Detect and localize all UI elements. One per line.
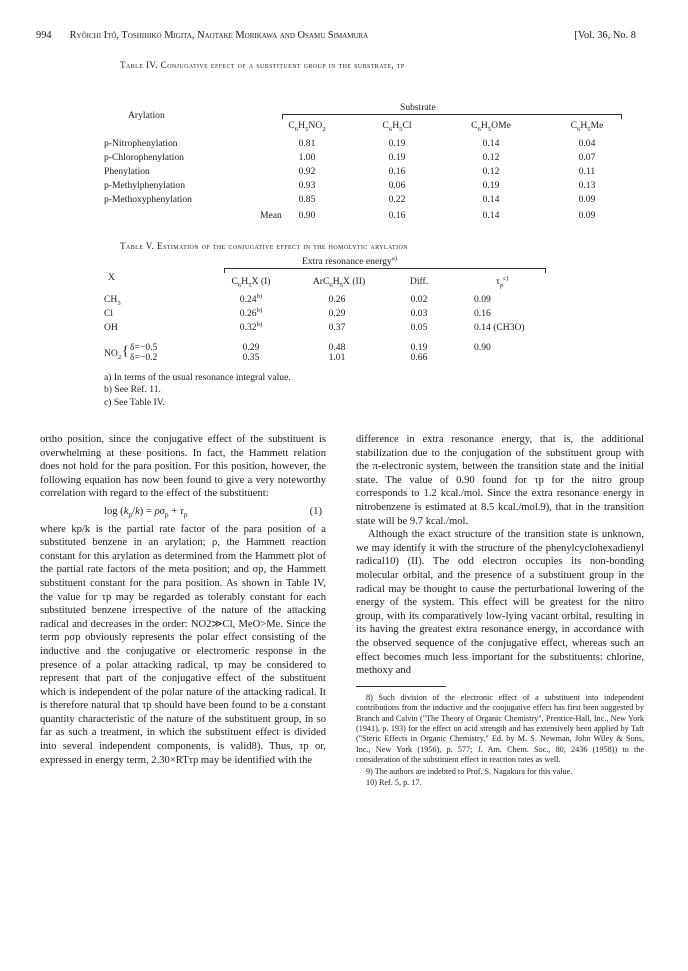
- table4-row-label: Phenylation: [104, 166, 150, 177]
- table4-cell: 0.19: [388, 138, 406, 149]
- table5-cell: 0.26$^{b)}$: [239, 306, 263, 319]
- table5-column-headers: [104, 276, 632, 288]
- table4-cell: 0.12: [482, 152, 500, 163]
- table5-col-tau: $\tau_p^{c)}$: [496, 274, 509, 289]
- table4-cell: 0.07: [578, 152, 596, 163]
- left-paragraph-1: ortho position, since the conjugative effect of the substituent is overwhelming at these positions. In fact, the Hammett relation does not hold for the para position. For this position, however, the following equation has now been found to give a very noteworthy correlation with regard to the effect of the substituent:: [40, 434, 326, 500]
- left-paragraph-2: where kp/k is the partial rate factor of the para position of a substituted benzene in an arylation; ρ, the Hammett reaction constant for this arylation as determined from the Hammett plot of the partial rate factors of the meta position; and σp, the Hammett substituent constant for the para position. As shown in Table IV, the value for τp may be regarded as tolerably constant for each substituted benzene irrespective of the nature of the attacking radical and decreases in the order: NO2≫Cl, MeO>Me. Since the term ρσp obviously represents the polar effect consisting of the inductive and the conjugative or electromeric response in the presence of a polar attacking radical, τp may be considered to represent that part of the conjugative effect of the substituent which is independent of the polar nature of the attacking radical. It is therefore natural that τp should have been found to be a constant quantity characteristic of the nature of the substituent group, in so far as such a treatment, in which the substituent effect is divided into several independent components, is valid8). Thus, τp or, expressed in energy term, 2.30×RTτp may be identified with the: [40, 523, 326, 766]
- table5-nitro-rows: $NO_2$ { δ=−0.5 δ=−0.2 0.29 0.48 0.19 0.90 0.35 1.01 0.66: [104, 342, 491, 363]
- equation-text: $\log (k_p/k) = \rho\sigma_p + \tau_p$: [104, 505, 188, 520]
- table5-cell: 0.02: [410, 294, 428, 305]
- table4-col-anisole: $C_6H_5OMe$: [471, 120, 511, 133]
- table4-cell: 0.92: [298, 166, 316, 177]
- table5-delta2: δ=−0.2: [130, 352, 158, 363]
- table5-note-a: a) In terms of the usual resonance integral value.: [104, 372, 291, 383]
- table5-col-ii: $ArC_6H_5X$ (II): [312, 276, 366, 289]
- footnote-10: 10) Ref. 5, p. 17.: [366, 777, 422, 787]
- table5-cell: 0.03: [410, 308, 428, 319]
- table4-row: [104, 180, 632, 192]
- table5-cell: 0.14 (CH3O): [474, 322, 525, 333]
- table4-col-nitrobenzene: $C_6H_5NO_2$: [288, 120, 326, 133]
- table4-cell: 0.19: [388, 152, 406, 163]
- table5-note-b: b) See Ref. 11.: [104, 384, 161, 396]
- table5-cell: 0.16: [474, 308, 491, 319]
- table4-row-label: p-Methylphenylation: [104, 180, 185, 191]
- author-line: Ryôichi Itô, Toshihiko Migita, Naotake Morikawa and Osamu Simamura: [69, 30, 369, 41]
- footnotes: [356, 693, 644, 789]
- table4-cell: 0.14: [482, 138, 500, 149]
- table5-cell: 0.09: [474, 294, 491, 305]
- table4-col-toluene: $C_6H_5Me$: [570, 120, 604, 133]
- table4-group-header: Substrate: [400, 102, 436, 113]
- table5-cell: 0.37: [328, 322, 346, 333]
- table4-cell: 0.11: [578, 166, 596, 177]
- volume-info: [Vol. 36, No. 8: [574, 30, 636, 41]
- footnote-9: 9) The authors are indebted to Prof. S. Nagakura for this value.: [366, 766, 573, 776]
- table4-cell: 0.13: [578, 180, 596, 191]
- equation-number: (1): [309, 505, 322, 517]
- table4-row-label: p-Nitrophenylation: [104, 138, 178, 149]
- table4-row: [104, 166, 632, 178]
- table4-cell: 0.19: [482, 180, 500, 191]
- table5-group-header: Extra resonance energy$^{a)}$: [302, 254, 398, 267]
- table5-col-diff: Diff.: [409, 276, 429, 287]
- footnote-8: 8) Such division of the electronic effect of a substituent into independent contributions from the inductive and the conjugative effect has first been suggested by Branch and Calvin ("The Theory of Organic Chemistry", Prentice-Hall, Inc., New York (1941), p. 193) for the effect on acid strength and has extensively been applied by Taft ("Steric Effects in Organic Chemistry," Ed. by M. S. Newman, John Wiley & Sons, Inc., New York (1956), p. 577; J. Am. Chem. Soc., 80, 2436 (1958)) to the consideration of the substituent effect in reaction rates as well.: [356, 692, 644, 765]
- table5-cell: 0.32$^{b)}$: [239, 320, 263, 333]
- table5-row: [104, 294, 632, 306]
- table4-cell: 0.81: [298, 138, 316, 149]
- table4-cell: 0.06: [388, 180, 406, 191]
- equation-1: [40, 501, 326, 523]
- table5-brace: [224, 268, 546, 275]
- table5-nitro-brace: {: [122, 344, 129, 359]
- table5-nitro-label: $NO_2$: [104, 348, 122, 361]
- table4-col-chlorobenzene: $C_6H_5Cl$: [382, 120, 412, 133]
- right-column: [356, 433, 644, 789]
- right-paragraph-1: difference in extra resonance energy, that is, the additional stabilization due to the conjugation of the substituent group with the π-electronic system, between the transition state and the initial state. The value of 0.90 found for τp for the nitro group corresponds to 1.2 kcal./mol. Since the extra resonance energy in nitrobenzene is estimated at 8.5 kcal./mol.9), that in the transition state will be 9.7 kcal./mol.: [356, 434, 644, 527]
- table5-row: [104, 322, 632, 334]
- page-number: 994: [36, 30, 52, 41]
- table4-row: [104, 194, 632, 206]
- table4-cell: 0.22: [388, 194, 406, 205]
- table4-row: [104, 152, 632, 164]
- table4-cell: 0.09: [578, 194, 596, 205]
- table5-note-c: c) See Table IV.: [104, 396, 165, 408]
- table4-caption: Table IV. Conjugative effect of a substituent group in the substrate, τp: [120, 60, 405, 70]
- table4-cell: 0.12: [482, 166, 500, 177]
- table4-mean-row: Mean 0.90 0.16 0.14 0.09: [260, 210, 596, 221]
- footnote-rule: [356, 686, 446, 687]
- table5-col-i: $C_6H_5X$ (I): [231, 276, 271, 289]
- table5-cell: 0.29: [328, 308, 346, 319]
- table5-notes: [104, 372, 291, 409]
- table4-row-header: Arylation: [128, 110, 165, 121]
- table5-caption: Table V. Estimation of the conjugative effect in the homolytic arylation: [120, 241, 408, 251]
- table4-column-headers: [104, 120, 632, 132]
- table4-cell: 0.14: [482, 194, 500, 205]
- table5-cell: 0.24$^{b)}$: [239, 292, 263, 305]
- table4-row-label: p-Methoxyphenylation: [104, 194, 192, 205]
- table5-row: [104, 308, 632, 320]
- running-header: [36, 30, 636, 41]
- right-paragraph-2: Although the exact structure of the transition state is unknown, we may identify it with the structure of the phenylcyclohexadienyl radical10) (II). The odd electron occupies its non-bonding molecular orbital, and the presence of a substituent group in the radical may be thought to cause the perturbational lowering of the energy of the system. This effect will be greatest for the nitro group, with its comparatively low-lying vacant orbital, resulting in its having the greatest extra resonance energy, in accordance with the observed sequence of the conjugative effect, whereas such an effect becomes much less important for the substituents: chlorine, methoxy and: [356, 529, 644, 677]
- table4-row: [104, 138, 632, 150]
- table4-cell: 1.00: [298, 152, 316, 163]
- table5-row-label: $CH_3$: [104, 294, 121, 307]
- table5-row-label: Cl: [104, 308, 114, 319]
- table4-row-label: p-Chlorophenylation: [104, 152, 184, 163]
- table4-cell: 0.93: [298, 180, 316, 191]
- table4-cell: 0.04: [578, 138, 596, 149]
- left-column: [40, 433, 326, 767]
- table5-row-header: X: [108, 272, 115, 283]
- table4-cell: 0.85: [298, 194, 316, 205]
- table5-row-label: OH: [104, 322, 118, 333]
- table5-cell: 0.05: [410, 322, 428, 333]
- table5-delta1: δ=−0.5: [130, 342, 158, 353]
- table4-cell: 0.16: [388, 166, 406, 177]
- table5-cell: 0.26: [328, 294, 346, 305]
